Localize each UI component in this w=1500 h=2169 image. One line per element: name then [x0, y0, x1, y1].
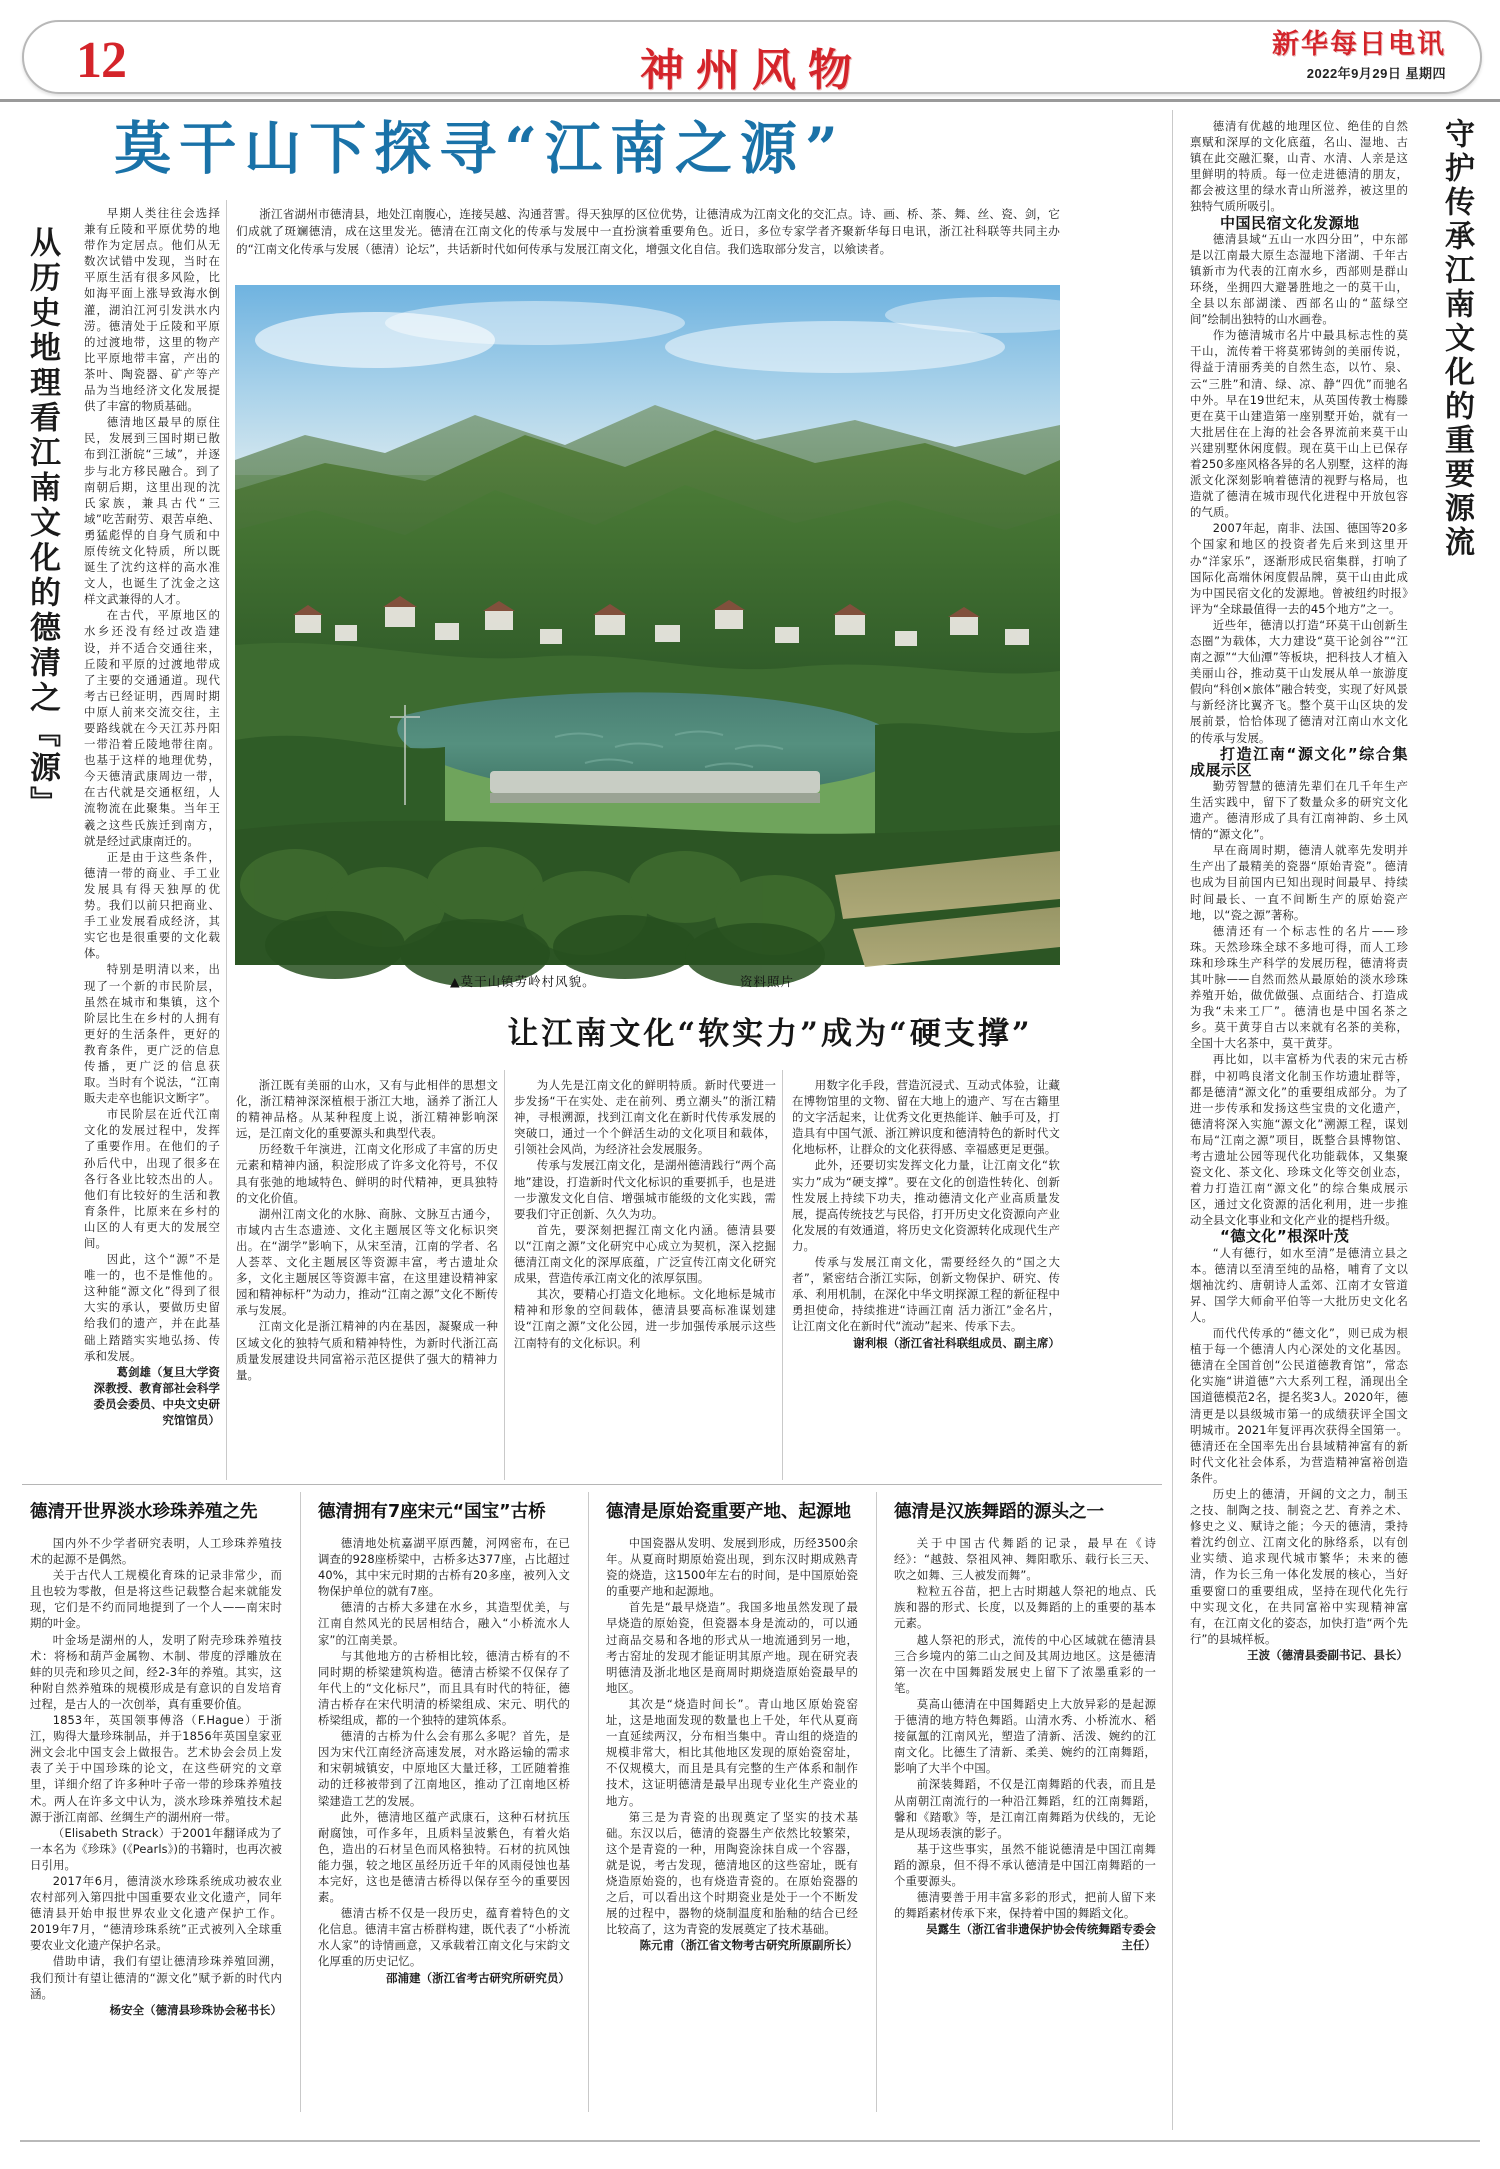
- paragraph: 其次是“烧造时间长”。青山地区原始瓷窑址，这是地面发现的数量也上千处，年代从夏商一直延续两汉，分布相当集中。青山组的烧造的规模非常大，相比其他地区发现的原始瓷窑址，不仅规模大，而且是具有完整的生产体系和制作技术，这证明德清是最早出现专业化生产瓷业的地方。: [606, 1696, 858, 1808]
- section-title: 神州风物: [640, 45, 864, 96]
- bottom-col-rule-3: [876, 1492, 877, 2112]
- paragraph: 近些年，德清以打造“环莫干山创新生态圈”为载体，大力建设“莫干论剑谷”“江南之源”“大仙潭”等板块，把科技人才植入美丽山谷，推动莫干山发展从单一旅游度假向“科创×旅体”融合转变，实现了好风景与新经济比翼齐飞。整个莫干山区块的发展前景，恰恰体现了德清对江南山水文化的传承与发展。: [1190, 617, 1408, 745]
- bottom-article-4-byline: 吴露生（浙江省非遗保护协会传统舞蹈专委会主任）: [926, 1922, 1156, 1953]
- paragraph: 用数字化手段，营造沉浸式、互动式体验，让藏在博物馆里的文物、留在大地上的遗产、写在古籍里的文字活起来，让优秀文化更热能详、触手可及，打造具有中国气派、浙江辨识度和德清特色的新时代文化地标杯，让群众的文化获得感、幸福感更足更强。: [792, 1078, 1060, 1157]
- paragraph: 为人先是江南文化的鲜明特质。新时代要进一步发扬“干在实处、走在前列、勇立潮头”的浙江精神，寻根溯源，找到江南文化在新时代传承发展的突破口，通过一个个鲜活生动的文化项目和载体，引领社会风尚，为经济社会发展服务。: [514, 1078, 776, 1157]
- page-number: 12: [76, 32, 126, 89]
- paragraph: 德清古桥不仅是一段历史，蕴育着特色的文化信息。德清丰富古桥群构建，既代表了“小桥流水人家”的诗情画意，又承载着江南文化与宋韵文化厚重的历史记忆。: [318, 1906, 570, 1969]
- paragraph: 早期人类往往会选择兼有丘陵和平原优势的地带作为定居点。他们从无数次试错中发现，当时在平原生活有很多风险，比如海平面上涨导致海水倒灌，湖泊江河引发洪水内涝。德清处于丘陵和平原的过渡地带，这里的物产比平原地带丰富，产出的茶叶、陶瓷器、矿产等产品为当地经济文化发展提供了丰富的物质基础。: [84, 206, 220, 414]
- paragraph: 此外，德清地区蕴产武康石，这种石材抗压耐腐蚀，可作多年，且质料呈波紫色，有着火焰色，造出的石材呈色而风格独特。石材的抗风蚀能力强，较之地区虽经历近千年的风雨侵蚀也基本完好，这也是德清古桥得以保存至今的重要因素。: [318, 1809, 570, 1905]
- paragraph: 历史上的德清，开阔的文之力，制玉之技、制陶之技、制瓷之艺、育养之术、修史之义、赋诗之能；今天的德清，秉持着沈约创立、江南文化的脉络系，以有创业实绩、追求现代城市繁华；未来的德清，作为长三角一体化发展的核心，当好重要窗口的重要组成，坚持在现代化先行中实现文化，在共同富裕中实现精神富有，在江南文化的姿态，加快打造“两个先行”的县城样板。: [1190, 1486, 1408, 1646]
- paragraph: 传承与发展江南文化，需要经经久的“国之大者”，紧密结合浙江实际，创新文物保护、研究、传承、利用机制，在深化中华文明探源工程的新征程中勇担使命，持续推进“诗画江南 活力浙江”金名片，让江南文化在新时代“流动”起来、传承下去。: [792, 1255, 1060, 1334]
- main-headline: 莫干山下探寻“江南之源”: [114, 115, 846, 182]
- right-subheading: “德文化”根深叶茂: [1220, 1227, 1350, 1246]
- paragraph: 历经数千年演进，江南文化形成了丰富的历史元素和精神内涵，积淀形成了许多文化符号，不仅具有张弛的地域特色、鲜明的时代精神，更具独特的文化价值。: [236, 1142, 498, 1205]
- paragraph: 浙江既有美丽的山水，又有与此相伴的思想文化，浙江精神深深植根于浙江大地，涵养了浙江人的精神品格。从某种程度上说，浙江精神影响深远，是江南文化的重要源头和典型代表。: [236, 1078, 498, 1141]
- paragraph: 国内外不少学者研究表明，人工珍珠养殖技术的起源不是偶然。: [30, 1536, 282, 1567]
- paragraph: 基于这些事实，虽然不能说德清是中国江南舞蹈的源泉，但不得不承认德清是中国江南舞蹈的一个重要源头。: [894, 1841, 1156, 1888]
- bottom-article-4-body: [894, 1535, 1156, 2105]
- paragraph: 德清有优越的地理区位、绝佳的自然禀赋和深厚的文化底蕴，名山、湿地、古镇在此交融汇聚，山青、水清、人亲是这里鲜明的特质。每一位走进德清的朋友，都会被这里的绿水青山所滋养，被这里的独特气质所吸引。: [1190, 119, 1408, 214]
- bottom-article-2-body: [318, 1535, 570, 2105]
- bottom-article-2-byline: 邵浦建（浙江省考古研究所研究员）: [386, 1970, 570, 1985]
- masthead-banner: [22, 20, 1482, 94]
- paragraph: 勤劳智慧的德清先辈们在几千年生产生活实践中，留下了数量众多的研究文化遗产。德清形成了具有江南神韵、乡土风情的“源文化”。: [1190, 778, 1408, 842]
- paragraph: （Elisabeth Strack）于2001年翻译成为了一本名为《珍珠》(《Pearls》)的书籍时，也再次被日引用。: [30, 1825, 282, 1872]
- paragraph: 此外，还要切实发挥文化力量，让江南文化“软实力”成为“硬支撑”。要在文化的创造性转化、创新性发展上持续下功夫，推动德清文化产业高质量发展，提高传统技艺与民俗，打开历史文化资源向产业化发展的有效通道，将历史文化资源转化成现代生产力。: [792, 1158, 1060, 1253]
- paragraph: 浙江省湖州市德清县，地处江南腹心，连接吴越、沟通苕霅。得天独厚的区位优势，让德清成为江南文化的交汇点。诗、画、桥、茶、舞、丝、瓷、剑，它们成就了斑斓德清，成在这里发光。德清在江南文化的传承与发展中一直扮演着重要角色。近日，多位专家学者齐聚新华每日电讯，浙江社科联等共同主办的“江南文化传承与发展（德清）论坛”，共话新时代如何传承与发展江南文化，增强文化自信。我们选取部分发言，以飨读者。: [236, 207, 1060, 256]
- paragraph: 市民阶层在近代江南文化的发展过程中，发挥了重要作用。在他们的子孙后代中，出现了很多在各行各业比较杰出的人。他们有比较好的生活和教育条件，比原来在乡村的山区的人有更大的发展空间。: [84, 1107, 220, 1250]
- mid-rule-1: [504, 1070, 505, 1480]
- paragraph: 第三是为青瓷的出现奠定了坚实的技术基础。东汉以后，德清的瓷器生产依然比较繁荣，这个是青瓷的一种，用陶瓷涂抹自成一个容器，就是说，考古发现，德清地区的这些窑址，既有烧造原始瓷的，也有烧造青瓷的。在原始瓷器的之后，可以看出这个时期瓷业是处于一个不断发展的过程中，器物的烧制温度和胎釉的结合已经比较高了，这为青瓷的发展奠定了技术基础。: [606, 1809, 858, 1937]
- paragraph: 莫高山德清在中国舞蹈史上大放异彩的是起源于德清的地方特色舞蹈。山清水秀、小桥流水、稻接氤氲的江南风光，塑造了清新、活泼、婉约的江南文化。比德生了清新、柔美、婉约的江南舞蹈，影响了大半个中国。: [894, 1696, 1156, 1776]
- left-article-vertical-title: 从历史地理看江南文化的德清之『源』: [24, 226, 60, 821]
- bottom-heading-3: 德清是原始瓷重要产地、起源地: [606, 1502, 851, 1522]
- paragraph: 湖州江南文化的水脉、商脉、文脉互古通今，市域内古生态遗迹、文化主题展区等文化标识突出。在“湖学”影响下，从宋至清，江南的学者、名人荟萃、文化主题展区等资源丰富，考古遗址众多，文化主题展区等资源丰富，在这里建设精神家园和精神标杆”为动力，推动“江南之源”文化不断传承与发展。: [236, 1206, 498, 1318]
- paragraph: 叶金场是湖州的人，发明了附壳珍珠养殖技术：将杨和葫芦金属物、木制、带度的浮雕放在蚌的贝壳和珍贝之间，经2-3年的养殖。其实，这种附自然养殖珠的规模形成是有意识的自发培育过程，是古人的一次创举，真有重要价值。: [30, 1632, 282, 1711]
- mid-column-3: [792, 1077, 1060, 1472]
- paragraph: 再比如，以丰富桥为代表的宋元古桥群，中初鸣良渚文化制玉作坊遗址群等，都是德清“源文化”的重要组成部分。为了进一步传承和发扬这些宝贵的文化遗产，德清将深入实施“源文化”溯源工程，谋划布局“江南之源”项目，既整合县博物馆、考古遗址公园等现代化功能载体，又集聚瓷文化、茶文化、珍珠文化等交创业态，着力打造江南“源文化”的综合集成展示区，通过文化资源的活化利用，进一步推动全县文化事业和文化产业的提档升级。: [1190, 1052, 1408, 1228]
- paragraph: 因此，这个“源”不是唯一的，也不是惟他的。这种能“源文化”得到了很大实的承认，要做历史留给我们的遗产，并在此基础上踏踏实实地弘扬、传承和发展。: [84, 1252, 220, 1363]
- paragraph: 传承与发展江南文化，是湖州德清践行“两个高地”建设，打造新时代文化标识的重要抓手，也是进一步激发文化自信、增强城市能级的文化实践，需要我们守正创新、久久为功。: [514, 1158, 776, 1221]
- paragraph: 中国瓷器从发明、发展到形成，历经3500余年。从夏商时期原始瓷出现，到东汉时期成熟青瓷的烧造，这1500年左右的时间，是中国原始瓷的重要产地和起源地。: [606, 1536, 858, 1599]
- right-article-body: [1190, 118, 1408, 2083]
- paragraph: 2007年起，南非、法国、德国等20多个国家和地区的投资者先后来到这里开办“洋家乐”，逐渐形成民宿集群，打响了国际化高端休闲度假品牌，莫干山由此成为中国民宿文化的发源地。曾被纽约时报》评为“全球最值得一去的45个地方”之一。: [1190, 521, 1408, 616]
- right-article-byline: 王波（德清县委副书记、县长）: [1247, 1647, 1408, 1662]
- paragraph: 首先是“最早烧造”。我国多地虽然发现了最早烧造的原始瓷，但瓷器本身是流动的，可以通过商品交易和各地的形式从一地流通到另一地，考古窑址的发现才能证明其原产地。现在研究表明德清及浙北地区是商周时期烧造原始瓷最早的地区。: [606, 1600, 858, 1695]
- paragraph: 在古代，平原地区的水乡还没有经过改造建设，并不适合交通往来，丘陵和平原的过渡地带成了主要的交通通道。现代考古已经证明，西周时期中原人前来交流交往，主要路线就在今天江苏丹阳一带沿着丘陵地带往南。也基于这样的地理优势，今天德清武康周边一带，在古代就是交通枢纽，人流物流在此聚集。当年王羲之这些氏族迁到南方，就是经过武康南迁的。: [84, 608, 220, 848]
- right-subheading: 打造江南“源文化”综合集成展示区: [1190, 744, 1408, 779]
- bottom-heading-2: 德清拥有7座宋元“国宝”古桥: [318, 1502, 546, 1522]
- paragraph: 首先，要深刻把握江南文化内涵。德清县要以“江南之源”文化研究中心成立为契机，深入挖掘德清江南文化的深厚底蕴，广泛宣传江南文化研究成果，营造传承江南文化的浓厚氛围。: [514, 1222, 776, 1286]
- lead-paragraph: [236, 206, 1060, 278]
- paragraph: 特别是明清以来，出现了一个新的市民阶层，虽然在城市和集镇，这个阶层比生在乡村的人拥有更好的生活条件，更好的教育条件，更广泛的信息传播，更广泛的信息获取。当时有个说法，“江南販夫走卒也能识文断字”。: [84, 962, 220, 1106]
- brand-block: [1272, 30, 1446, 82]
- photo-caption: ▲莫干山镇劳岭村风貌。: [450, 974, 596, 989]
- photo-illustration: [235, 285, 1060, 965]
- photo-credit: 资料照片: [740, 974, 795, 989]
- right-subheading: 中国民宿文化发源地: [1220, 213, 1360, 232]
- paragraph: 江南文化是浙江精神的内在基因，凝聚成一种区域文化的独特气质和精神特性，为新时代浙江高质量发展建设共同富裕示范区提供了强大的精神力量。: [236, 1319, 498, 1382]
- paragraph: 其次，要精心打造文化地标。文化地标是城市精神和形象的空间载体，德清县要高标准谋划建设“江南之源”文化公园，进一步加强传承展示这些江南特有的文化标识。利: [514, 1287, 776, 1350]
- paragraph: 德清还有一个标志性的名片——珍珠。天然珍珠全球不多地可得，而人工珍珠和珍珠生产科学的发展历程，德清将责其叶脉——自然而然从最原始的淡水珍珠养殖开始，做优做强、点面结合、打造成为我“未来工厂”。德清也是中国名茶之乡。莫干黄芽自古以来就有名茶的美称，全国十大名茶中，莫干黄芽。: [1190, 923, 1408, 1051]
- paragraph: 越人祭祀的形式，流传的中心区域就在德清县三合乡境内的第二山之间及其周边地区。这是德清第一次在中国舞蹈发展史上留下了浓墨重彩的一笔。: [894, 1632, 1156, 1695]
- bottom-article-3-byline: 陈元甫（浙江省文物考古研究所原副所长）: [639, 1938, 858, 1953]
- paragraph: 2017年6月，德清淡水珍珠系统成功被农业农村部列入第四批中国重要农业文化遗产，同年德清县开始申报世界农业文化遗产保护工作。2019年7月，“德清珍珠系统”正式被列入全球重要农业文化遗产保护名录。: [30, 1873, 282, 1953]
- paragraph: 德清的古桥为什么会有那么多呢？首先，是因为宋代江南经济高速发展，对水路运输的需求和宋朝城镇安，中原地区大量迁移，工匠随着推动的迁移被带到了江南地区，推动了江南地区桥梁建造工艺的发展。: [318, 1729, 570, 1808]
- left-article-byline: 葛剑雄（复旦大学资深教授、教育部社会科学委员会委员、中央文史研究馆馆员）: [93, 1364, 220, 1428]
- paragraph: 关于古代人工规模化育珠的记录非常少，而且也较为零散，但是将这些记载整合起来就能发现，它们是不约而同地提到了一个人——南宋时期的叶金。: [30, 1568, 282, 1631]
- mid-column-byline: 谢利根（浙江省社科联组成员、副主席）: [853, 1335, 1060, 1350]
- right-article-vertical-title: 守护传承江南文化的重要源流: [1439, 118, 1474, 560]
- paragraph: 而代代传承的“德文化”，则已成为根植于每一个德清人内心深处的文化基因。德清在全国首创“公民道德教育馆”，常态化实施“讲道德”六大系列工程，涌现出全国道德模范2名，提名奖3人。2020年，德清更是以县级城市第一的成绩获评全国文明城市。2021年复评再次获得全国第一。德清还在全国率先出台县域精神富有的新时代文化社会体系，为营造精神富裕创造条件。: [1190, 1326, 1408, 1485]
- brand-name: 新华每日电讯: [1272, 29, 1446, 60]
- paragraph: 正是由于这些条件，德清一带的商业、手工业发展具有得天独厚的优势。我们以前只把商业、手工业发展看成经济，其实它也是很重要的文化载体。: [84, 849, 220, 961]
- bottom-article-1-byline: 杨安全（德清县珍珠协会秘书长）: [109, 2002, 282, 2017]
- second-headline: 让江南文化“软实力”成为“硬支撑”: [507, 1016, 1033, 1052]
- mid-column-2: [514, 1077, 776, 1472]
- bottom-article-1-body: [30, 1535, 282, 2105]
- paragraph: 作为德清城市名片中最具标志性的莫干山，流传着干将莫邪铸剑的美丽传说，得益于清丽秀美的自然生态，以竹、泉、云“三胜”和清、绿、凉、静“四优”而驰名中外。早在19世纪末，从英国传教士梅滕更在莫干山建造第一座别墅开始，就有一大批居住在上海的社会各界流前来莫干山兴建别墅休闲度假。现在莫干山上已保存着250多座风格各异的名人别墅，这样的海派文化深刻影响着德清的视野与格局，也造就了德清在城市现代化进程中开放包容的气质。: [1190, 328, 1408, 520]
- bottom-section-divider: [22, 1484, 1162, 1485]
- paragraph: 前深装舞蹈，不仅是江南舞蹈的代表，而且是从南朝江南流行的一种沿江舞蹈，红的江南舞蹈，馨和《踏歌》等，是江南江南舞蹈为伏线的，无论是从现场表演的影子。: [894, 1777, 1156, 1840]
- page-footer-rule: [20, 2140, 1480, 2142]
- paragraph: 早在商周时期，德清人就率先发明并生产出了最精美的瓷器“原始青瓷”。德清也成为目前国内已知出现时间最早、持续时间最长、一直不间断生产的原始瓷产地，以“瓷之源”著称。: [1190, 843, 1408, 922]
- paragraph: 关于中国古代舞蹈的记录，最早在《诗经》：“越鼓、祭祖风神、舞阳歌乐、载行长三天、吹之如舞、三人被发而舞”。: [894, 1536, 1156, 1583]
- bottom-col-rule-1: [300, 1492, 301, 2112]
- paragraph: 1853年，英国领事傅洛（F.Hague）于浙江，购得大量珍珠制品，并于1856年英国皇家亚洲文会北中国支会上做报告。艺术协会会员上发表了关于中国珍珠的论文，在这些研究的文章里，详细介绍了许多种叶子帝一带的珍珠养殖技术。两人在许多文中认为，淡水珍珠养殖技术起源于浙江南部、丝绸生产的湖州府一带。: [30, 1713, 282, 1824]
- right-col-rule: [1172, 110, 1173, 2130]
- mid-column-1: [236, 1077, 498, 1472]
- left-article-body: [84, 205, 220, 1428]
- publication-date: 2022年9月29日 星期四: [1306, 66, 1446, 81]
- paragraph: 德清县域“五山一水四分田”，中东部是以江南最大原生态湿地下渚湖、千年古镇新市为代表的江南水乡，西部则是群山环绕，坐拥四大避暑胜地之一的莫干山，全县以东部湖漾、西部名山的“蓝绿空间”绘制出独特的山水画卷。: [1190, 231, 1408, 327]
- mid-rule-2: [782, 1070, 783, 1480]
- article-photo: [235, 285, 1060, 965]
- bottom-article-3-body: [606, 1535, 858, 2105]
- paragraph: 粒粒五谷苗，把上古时期越人祭祀的地点、氏族和器的形式、长度，以及舞蹈的上的重要的基本元素。: [894, 1584, 1156, 1631]
- left-col-rule: [226, 200, 227, 1480]
- paragraph: 借助申请，我们有望让德清珍珠养殖回溯，我们预计有望让德清的“源文化”赋予新的时代内涵。: [30, 1954, 282, 2001]
- bottom-col-rule-2: [588, 1492, 589, 2112]
- bottom-heading-1: 德清开世界淡水珍珠养殖之先: [30, 1502, 258, 1522]
- bottom-heading-4: 德清是汉族舞蹈的源头之一: [894, 1502, 1104, 1522]
- paragraph: “人有德行，如水至清”是德清立县之本。德清以至清至纯的品格，哺育了文以烟袖沈约、唐朝诗人孟郊、江南才女管道昇、国学大师俞平伯等一大批历史文化名人。: [1190, 1245, 1408, 1324]
- paragraph: 德清地处杭嘉湖平原西麓，河网密布，在已调查的928座桥梁中，古桥多达377座，占比超过40%，其中宋元时期的古桥有20多座，被列入文物保护单位的就有7座。: [318, 1536, 570, 1599]
- paragraph: 德清的古桥大多建在水乡，其造型优美，与江南自然风光的民居相结合，融入“小桥流水人家”的江南美景。: [318, 1600, 570, 1647]
- paragraph: 与其他地方的古桥相比较，德清古桥有的不同时期的桥梁建筑构造。德清古桥梁不仅保存了年代上的“文化标尺”，而且具有时代的特征，德清古桥存在宋代明清的桥梁组成、宋元、明代的桥梁组成，都的一个独特的建筑体系。: [318, 1648, 570, 1728]
- header-divider: [0, 99, 1500, 102]
- paragraph: 德清地区最早的原住民，发展到三国时期已散布到江浙皖“三域”，并逐步与北方移民融合。到了南朝后期，这里出现的沈氏家族，兼具古代“三域”吃苦耐劳、艰苦卓绝、勇猛彪悍的自身气质和中原传统文化特质，所以既诞生了沈约这样的高水准文人，也诞生了沈金之这样文武兼得的人才。: [84, 415, 220, 607]
- paragraph: 德清要善于用丰富多彩的形式，把前人留下来的舞蹈素材传承下来，保持着中国的舞蹈文化。: [894, 1890, 1156, 1921]
